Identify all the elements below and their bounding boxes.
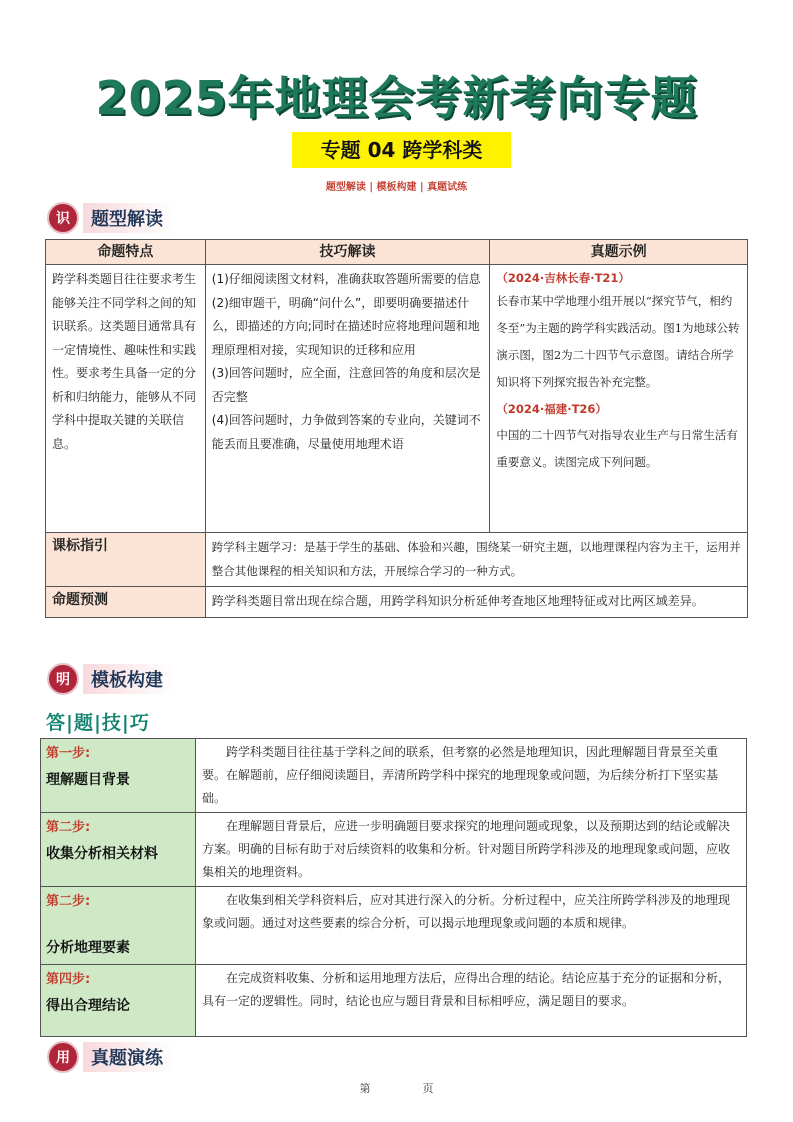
example-source: （2024·吉林长春·T21） — [496, 271, 630, 285]
step-text: 跨学科类题目往往基于学科之间的联系，但考察的必然是地理知识，因此理解题目背景至关重要。在解题前，应仔细阅读题目，弄清所跨学科中探究的地理现象或问题，为后续分析打下坚实基础。 — [196, 739, 747, 813]
tips-cell — [205, 265, 490, 533]
step-text: 在完成资料收集、分析和运用地理方法后，应得出合理的结论。结论应基于充分的证据和分析，具有一定的逻辑性。同时，结论也应与题目背景和目标相呼应，满足题目的要求。 — [196, 965, 747, 1037]
example-text: 中国的二十四节气对指导农业生产与日常生活有重要意义。读图完成下列问题。 — [496, 428, 738, 469]
table-row — [41, 887, 747, 965]
question-type-table — [45, 239, 748, 618]
tip-item: (4)回答问题时，力争做到答案的专业向，关键词不能丢而且要准确，尽量使用地理术语 — [211, 413, 481, 451]
step-number: 第二步: — [46, 820, 91, 835]
examples-cell — [490, 265, 748, 533]
table-row — [41, 739, 747, 813]
table-row — [46, 533, 748, 587]
table-header: 技巧解读 — [205, 240, 490, 265]
tagline: 题型解读 | 模板构建 | 真题试练 — [325, 182, 468, 193]
step-label-cell — [41, 813, 196, 887]
step-number: 第四步: — [46, 972, 91, 987]
tip-item: (1)仔细阅读图文材料，准确获取答题所需要的信息 — [211, 272, 481, 286]
section-badge: 用 — [47, 1041, 79, 1073]
step-name: 分析地理要素 — [46, 940, 130, 956]
table-row — [46, 265, 748, 533]
forecast-text: 跨学科类题目常出现在综合题，用跨学科知识分析延伸考查地区地理特征或对比两区域差异。 — [205, 587, 747, 618]
table-row — [46, 587, 748, 618]
step-label-cell — [41, 965, 196, 1037]
step-label-cell — [41, 739, 196, 813]
table-row — [41, 965, 747, 1037]
tip-item: (2)细审题干，明确“问什么”，即要明确要描述什么，即描述的方向;同时在描述时应将地理问题和地理原理相对接，实现知识的迁移和应用 — [211, 295, 480, 357]
skills-title: 答|题|技|巧 — [46, 712, 150, 734]
step-name: 得出合理结论 — [46, 998, 130, 1014]
tip-item: (3)回答问题时，应全面，注意回答的角度和层次是否完整 — [211, 366, 481, 404]
topic-subtitle: 专题 04 跨学科类 — [292, 132, 511, 168]
section-badge: 识 — [47, 202, 79, 234]
step-name: 理解题目背景 — [46, 772, 130, 788]
standard-label: 课标指引 — [46, 533, 206, 587]
step-number: 第二步: — [46, 894, 91, 909]
example-source: （2024·福建·T26） — [496, 402, 607, 416]
table-header: 命题特点 — [46, 240, 206, 265]
steps-table — [40, 738, 747, 1037]
section-template-header — [47, 664, 175, 694]
standard-text: 跨学科主题学习：是基于学生的基础、体验和兴趣，围绕某一研究主题，以地理课程内容为主干，运用并整合其他课程的相关知识和方法，开展综合学习的一种方式。 — [205, 533, 747, 587]
features-cell: 跨学科类题目往往要求考生能够关注不同学科之间的知识联系。这类题目通常具有一定情境性、趣味性和实践性。要求考生具备一定的分析和归纳能力，能够从不同学科中提取关键的关联信息。 — [46, 265, 206, 533]
section-label: 模板构建 — [83, 664, 175, 694]
section-label: 真题演练 — [83, 1042, 175, 1072]
forecast-label: 命题预测 — [46, 587, 206, 618]
step-name: 收集分析相关材料 — [46, 846, 158, 862]
step-text: 在收集到相关学科资料后，应对其进行深入的分析。分析过程中，应关注所跨学科涉及的地理现象或问题。通过对这些要素的综合分析，可以揭示地理现象或问题的本质和规律。 — [196, 887, 747, 965]
footer-left: 第 — [359, 1082, 371, 1095]
table-header-row — [46, 240, 748, 265]
table-row — [41, 813, 747, 887]
section-practice-header — [47, 1042, 175, 1072]
page-footer — [0, 1080, 793, 1096]
section-badge: 明 — [47, 663, 79, 695]
section-label: 题型解读 — [83, 203, 175, 233]
page-title: 2025年地理会考新考向专题 — [95, 71, 698, 125]
table-header: 真题示例 — [490, 240, 748, 265]
step-number: 第一步: — [46, 746, 91, 761]
footer-right: 页 — [422, 1082, 434, 1095]
example-text: 长春市某中学地理小组开展以“探究节气，相约冬至”为主题的跨学科实践活动。图1为地球公转演示图，图2为二十四节气示意图。请结合所学知识将下列探究报告补充完整。 — [496, 294, 740, 389]
step-label-cell — [41, 887, 196, 965]
step-text: 在理解题目背景后，应进一步明确题目要求探究的地理问题或现象，以及预期达到的结论或解决方案。明确的目标有助于对后续资料的收集和分析。针对题目所跨学科涉及的地理现象或问题，应收集相关的地理资料。 — [196, 813, 747, 887]
section-reading-header — [47, 203, 175, 233]
